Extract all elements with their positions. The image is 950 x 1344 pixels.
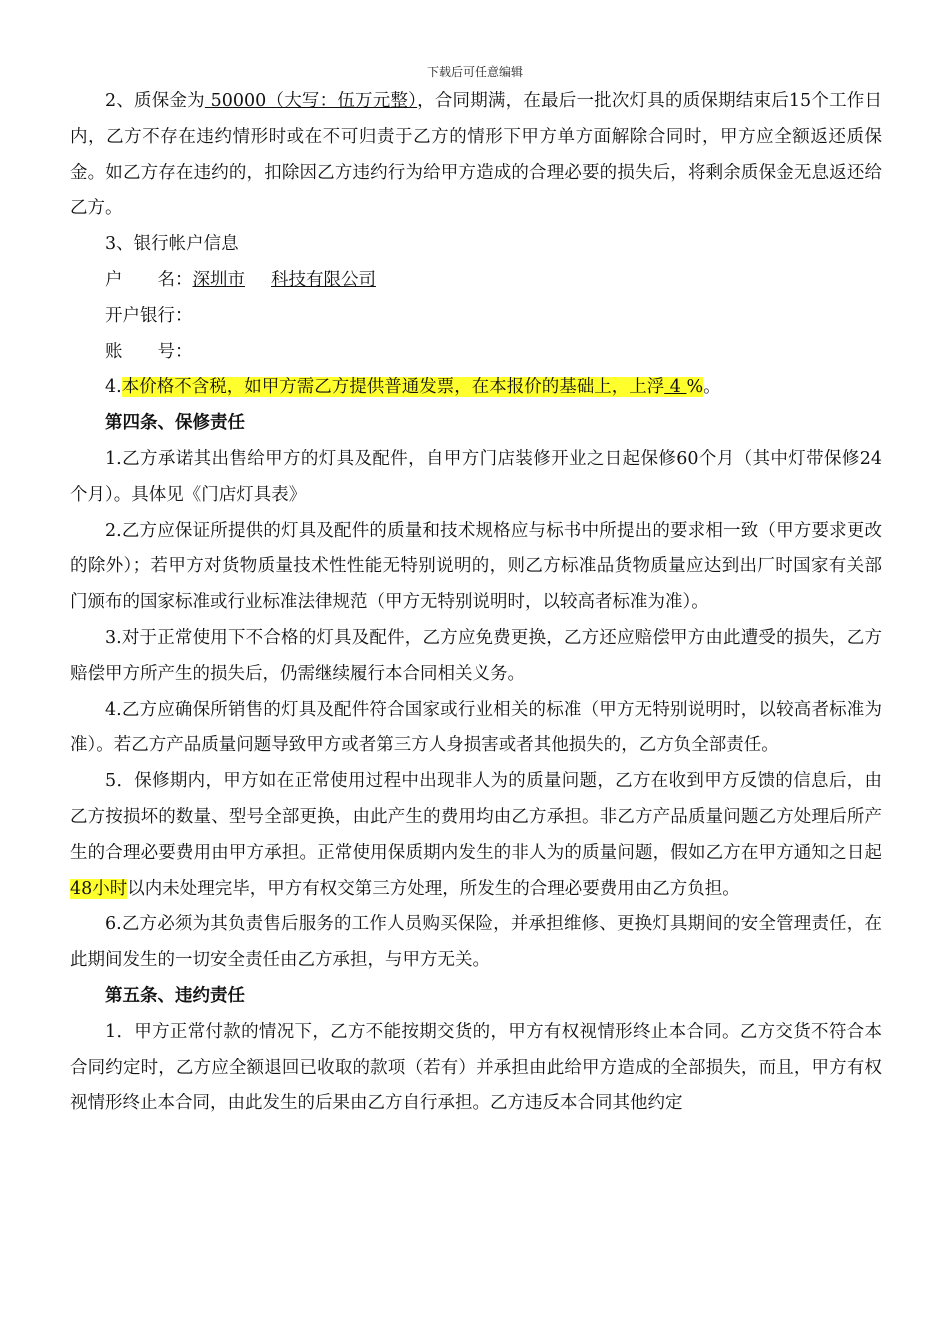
deposit-lead: 2、质保金为 (105, 91, 205, 111)
account-name-value (193, 270, 377, 290)
deposit-text: ，合同期满，在最后一批次灯具的质保期结束后15个工作日内，乙方不存在违约情形时或在不可归责于乙方的情形下甲方单方面解除合同时，甲方应全额返还质保金。如乙方存在违约的，扣除因乙方违约行为给甲方造成的合理必要的损失后，将剩余质保金无息返还给乙方。 (70, 91, 882, 219)
page-header-note: 下载后可任意编辑 (426, 65, 523, 79)
article-5-item-1: 1．甲方正常付款的情况下，乙方不能按期交货的，甲方有权视情形终止本合同。乙方交货不符合本合同约定时，乙方应全额退回已收取的款项（若有）并承担由此给甲方造成的全部损失，而且，甲方有权视情形终止本合同，由此发生的后果由乙方自行承担。乙方违反本合同其他约定 (70, 1021, 882, 1114)
tax-end: 。 (703, 377, 721, 398)
tax-paragraph (70, 370, 882, 406)
account-name-label: 户 名： (105, 269, 193, 290)
article-4-item-2: 2.乙方应保证所提供的灯具及配件的质量和技术规格应与标书中所提出的要求相一致（甲方要求更改的除外）；若甲方对货物质量技术性性能无特别说明的，则乙方标准品货物质量应达到出厂时国家有关部门颁布的国家标准或行业标准法律规范（甲方无特别说明时，以较高者标准为准）。 (70, 520, 882, 613)
article-4-item-5-text-a: 5．保修期内，甲方如在正常使用过程中出现非人为的质量问题，乙方在收到甲方反馈的信息后，由乙方按损坏的数量、型号全部更换，由此产生的费用均由乙方承担。非乙方产品质量问题乙方处理后所产生的合理必要费用由甲方承担。正常使用保质期内发生的非人为的质量问题，假如乙方在甲方通知之日起 (70, 771, 882, 863)
article-4-heading: 第四条、保修责任 (105, 413, 245, 434)
document-body (70, 84, 882, 1122)
article-4-item-3: 3.对于正常使用下不合格的灯具及配件，乙方应免费更换，乙方还应赔偿甲方由此遭受的损失，乙方赔偿甲方所产生的损失后，仍需继续履行本合同相关义务。 (70, 627, 882, 684)
tax-percent: 4 (664, 377, 687, 398)
tax-text: 本价格不含税，如甲方需乙方提供普通发票，在本报价的基础上，上浮 (121, 377, 665, 398)
bank-info-title: 3、银行帐户信息 (105, 234, 239, 255)
account-number-line: 账 号： (105, 341, 193, 362)
account-name-value-part2: 科技有限公司 (271, 269, 376, 290)
tax-percent-unit: % (686, 377, 704, 398)
bank-name-line: 开户银行： (105, 305, 193, 326)
article-4-item-5 (70, 764, 882, 907)
article-4-item-4: 4.乙方应确保所销售的灯具及配件符合国家或行业相关的标准（甲方无特别说明时，以较高者标准为准）。若乙方产品质量问题导致甲方或者第三方人身损害或者其他损失的，乙方负全部责任。 (70, 699, 882, 756)
article-5-heading: 第五条、违约责任 (105, 985, 245, 1006)
account-name-value-part1: 深圳市 (192, 269, 245, 290)
bank-account-name-line (70, 263, 882, 299)
article-4-item-5-highlight: 48小时 (70, 878, 128, 899)
article-4-item-5-text-b: 以内未处理完毕，甲方有权交第三方处理，所发生的合理必要费用由乙方负担。 (127, 878, 740, 899)
tax-highlight (122, 377, 703, 397)
tax-lead: 4. (105, 377, 122, 398)
article-4-item-6: 6.乙方必须为其负责售后服务的工作人员购买保险，并承担维修、更换灯具期间的安全管理责任，在此期间发生的一切安全责任由乙方承担，与甲方无关。 (70, 914, 882, 971)
deposit-paragraph (70, 84, 882, 227)
deposit-amount: 50000（大写：伍万元整） (204, 91, 418, 111)
article-4-item-1: 1.乙方承诺其出售给甲方的灯具及配件，自甲方门店装修开业之日起保修60个月（其中灯带保修24个月）。具体见《门店灯具表》 (70, 448, 882, 505)
